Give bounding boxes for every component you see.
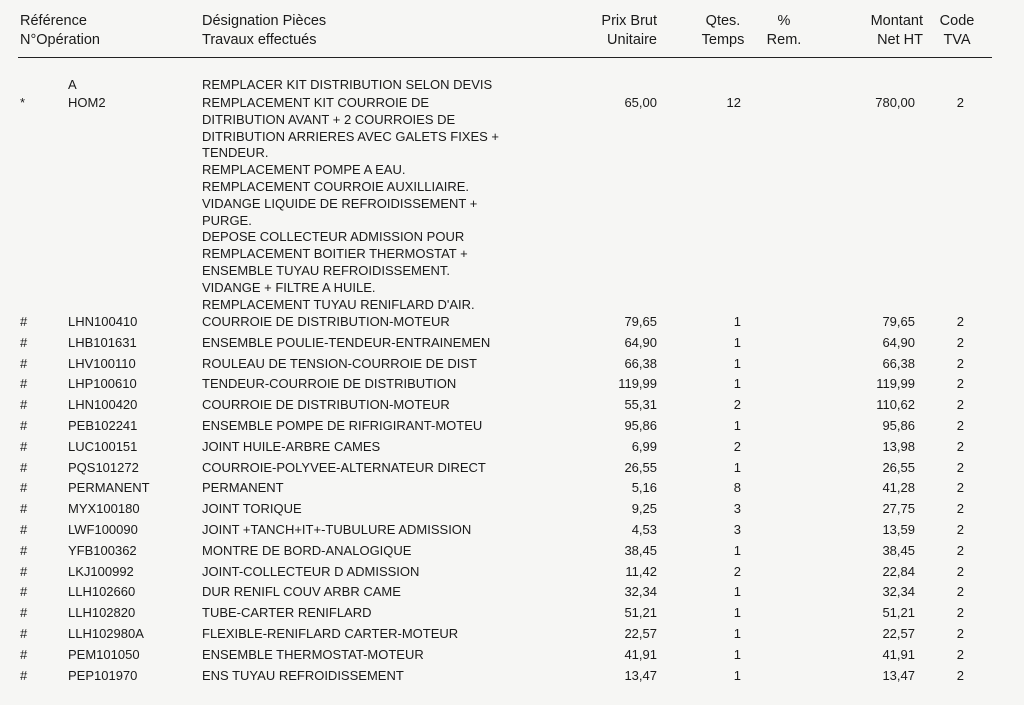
- part-designation: FLEXIBLE-RENIFLARD CARTER-MOTEUR: [202, 626, 459, 641]
- part-quantity: 1: [733, 314, 741, 329]
- part-tva: 2: [956, 459, 964, 475]
- part-designation: DUR RENIFL COUV ARBR CAME: [202, 584, 401, 600]
- part-quantity: 2: [733, 397, 741, 413]
- table-row: [0, 665, 1024, 686]
- part-montant: 26,55: [882, 459, 915, 475]
- part-designation: COURROIE DE DISTRIBUTION-MOTEUR: [202, 314, 450, 329]
- header-tva-line1: Code: [939, 13, 975, 29]
- part-reference: LHB101631: [68, 334, 137, 350]
- labour-prix: 65,00: [624, 95, 657, 110]
- part-quantity: 2: [733, 438, 741, 454]
- row-mark: #: [20, 522, 28, 537]
- row-mark: #: [20, 626, 28, 641]
- header-montant-line2: Net HT: [877, 32, 923, 48]
- part-quantity: 1: [733, 459, 741, 475]
- header-remise-line1: %: [777, 13, 791, 29]
- row-mark: #: [20, 459, 28, 475]
- table-row: [0, 519, 1024, 540]
- part-tva: 2: [956, 334, 964, 350]
- table-row: [0, 581, 1024, 602]
- header-tva-line2: TVA: [943, 32, 971, 48]
- part-reference: PEB102241: [68, 418, 138, 433]
- header-designation-line1: Désignation Pièces: [202, 13, 327, 29]
- section-reference: A: [68, 77, 77, 92]
- part-quantity: 1: [733, 605, 741, 621]
- part-prix: 4,53: [631, 522, 657, 537]
- labour-description-line: DEPOSE COLLECTEUR ADMISSION POUR: [202, 229, 465, 245]
- part-prix: 9,25: [631, 501, 657, 517]
- header-reference-line1: Référence: [20, 13, 87, 29]
- part-tva: 2: [956, 418, 964, 433]
- part-reference: LLH102980A: [68, 626, 144, 641]
- part-prix: 41,91: [624, 646, 657, 662]
- labour-description-line: DITRIBUTION AVANT + 2 COURROIES DE: [202, 111, 456, 127]
- part-montant: 41,28: [882, 480, 915, 496]
- part-prix: 6,99: [631, 438, 657, 454]
- labour-quantity: 12: [726, 95, 741, 110]
- part-prix: 55,31: [624, 397, 657, 413]
- labour-description-line: DITRIBUTION ARRIERES AVEC GALETS FIXES +: [202, 128, 500, 144]
- row-mark: #: [20, 584, 28, 600]
- labour-description-line: REMPLACEMENT KIT COURROIE DE: [202, 95, 430, 110]
- part-reference: PQS101272: [68, 459, 139, 475]
- part-reference: MYX100180: [68, 501, 140, 517]
- table-row: [0, 623, 1024, 644]
- part-tva: 2: [956, 480, 964, 496]
- part-designation: MONTRE DE BORD-ANALOGIQUE: [202, 542, 412, 558]
- part-quantity: 1: [733, 626, 741, 641]
- part-prix: 11,42: [625, 563, 657, 579]
- part-reference: PEP101970: [68, 667, 138, 683]
- row-mark: #: [20, 314, 28, 329]
- part-montant: 22,84: [882, 563, 915, 579]
- part-quantity: 1: [733, 355, 741, 371]
- part-montant: 41,91: [882, 646, 915, 662]
- part-montant: 13,47: [882, 667, 915, 683]
- part-quantity: 1: [733, 542, 741, 558]
- labour-description-line: REMPLACEMENT COURROIE AUXILLIAIRE.: [202, 179, 470, 194]
- part-quantity: 1: [733, 418, 741, 433]
- part-montant: 27,75: [882, 501, 915, 517]
- labour-description-line: ENSEMBLE TUYAU REFROIDISSEMENT.: [202, 263, 451, 278]
- part-tva: 2: [956, 522, 964, 537]
- part-quantity: 2: [733, 563, 741, 579]
- labour-description-line: TENDEUR.: [202, 145, 269, 161]
- part-prix: 5,16: [631, 480, 657, 496]
- labour-mark: *: [20, 95, 26, 110]
- header-prix-line2: Unitaire: [607, 32, 657, 48]
- labour-description-line: REMPLACEMENT TUYAU RENIFLARD D'AIR.: [202, 296, 475, 312]
- part-reference: LHN100420: [68, 397, 138, 413]
- part-montant: 38,45: [882, 542, 915, 558]
- labour-reference: HOM2: [68, 95, 106, 110]
- part-quantity: 1: [733, 646, 741, 662]
- part-designation: TUBE-CARTER RENIFLARD: [202, 605, 372, 621]
- part-montant: 95,86: [882, 418, 915, 433]
- table-row: [0, 394, 1024, 415]
- part-quantity: 1: [733, 376, 741, 392]
- table-row: [0, 332, 1024, 353]
- part-tva: 2: [956, 667, 964, 683]
- part-designation: ENSEMBLE POULIE-TENDEUR-ENTRAINEMEN: [202, 334, 491, 350]
- part-tva: 2: [956, 542, 964, 558]
- part-prix: 13,47: [624, 667, 657, 683]
- row-mark: #: [20, 418, 28, 433]
- part-prix: 119,99: [618, 376, 657, 392]
- header-montant: [871, 12, 923, 50]
- row-mark: #: [20, 542, 28, 558]
- part-reference: LLH102660: [68, 584, 136, 600]
- part-montant: 64,90: [882, 334, 915, 350]
- header-quantity: [697, 12, 749, 50]
- part-designation: ENSEMBLE POMPE DE RIFRIGIRANT-MOTEU: [202, 418, 483, 433]
- row-mark: #: [20, 438, 28, 454]
- part-tva: 2: [956, 584, 964, 600]
- part-designation: TENDEUR-COURROIE DE DISTRIBUTION: [202, 376, 457, 392]
- header-remise: [762, 12, 806, 50]
- part-reference: YFB100362: [68, 542, 137, 558]
- part-reference: LLH102820: [68, 605, 136, 621]
- header-montant-line1: Montant: [870, 13, 923, 29]
- part-designation: ROULEAU DE TENSION-COURROIE DE DIST: [202, 355, 477, 371]
- part-designation: COURROIE-POLYVEE-ALTERNATEUR DIRECT: [202, 459, 486, 475]
- table-row: [0, 436, 1024, 457]
- part-tva: 2: [956, 397, 964, 413]
- row-mark: #: [20, 397, 28, 413]
- part-montant: 13,98: [882, 438, 915, 454]
- part-tva: 2: [956, 626, 964, 641]
- labour-description-line: REMPLACEMENT POMPE A EAU.: [202, 162, 406, 178]
- part-designation: JOINT TORIQUE: [202, 501, 302, 517]
- part-reference: LKJ100992: [68, 563, 134, 579]
- row-mark: #: [20, 646, 28, 662]
- part-reference: LHN100410: [68, 314, 138, 329]
- part-designation: ENSEMBLE THERMOSTAT-MOTEUR: [202, 646, 424, 662]
- part-designation: PERMANENT: [202, 480, 284, 496]
- row-mark: #: [20, 667, 28, 683]
- part-tva: 2: [956, 501, 964, 517]
- table-row: [0, 540, 1024, 561]
- table-row: [0, 644, 1024, 665]
- part-tva: 2: [956, 563, 964, 579]
- part-montant: 22,57: [882, 626, 915, 641]
- part-prix: 22,57: [624, 626, 657, 641]
- labour-tva: 2: [956, 95, 964, 110]
- header-divider: [18, 57, 992, 58]
- part-montant: 110,62: [876, 397, 915, 413]
- row-mark: #: [20, 605, 28, 621]
- part-quantity: 3: [733, 501, 741, 517]
- part-tva: 2: [956, 438, 964, 454]
- part-tva: 2: [956, 355, 964, 371]
- part-tva: 2: [956, 605, 964, 621]
- labour-montant: 780,00: [875, 95, 915, 110]
- table-row: [0, 353, 1024, 374]
- part-tva: 2: [956, 646, 964, 662]
- header-prix-line1: Prix Brut: [601, 13, 657, 29]
- row-mark: #: [20, 501, 28, 517]
- table-row: [0, 561, 1024, 582]
- part-prix: 79,65: [624, 314, 657, 329]
- labour-description-line: VIDANGE LIQUIDE DE REFROIDISSEMENT +: [202, 195, 478, 211]
- part-quantity: 1: [733, 667, 741, 683]
- part-reference: LHP100610: [68, 376, 137, 392]
- header-designation: [202, 12, 326, 50]
- part-reference: PEM101050: [68, 646, 140, 662]
- table-row: [0, 602, 1024, 623]
- table-row: [0, 373, 1024, 394]
- part-quantity: 1: [733, 584, 741, 600]
- part-prix: 38,45: [624, 542, 657, 558]
- part-reference: LUC100151: [68, 438, 138, 454]
- table-row: [0, 477, 1024, 498]
- part-prix: 26,55: [624, 459, 657, 475]
- part-prix: 32,34: [624, 584, 657, 600]
- header-quantity-line2: Temps: [701, 32, 745, 48]
- header-prix: [601, 12, 657, 50]
- part-montant: 13,59: [882, 522, 915, 537]
- header-reference: [20, 12, 100, 50]
- section-title: REMPLACER KIT DISTRIBUTION SELON DEVIS: [202, 77, 493, 92]
- part-montant: 66,38: [882, 355, 915, 371]
- part-quantity: 1: [733, 334, 741, 350]
- part-montant: 32,34: [882, 584, 915, 600]
- row-mark: #: [20, 376, 28, 392]
- table-row: [0, 415, 1024, 436]
- part-prix: 95,86: [624, 418, 657, 433]
- row-mark: #: [20, 480, 28, 496]
- part-designation: JOINT-COLLECTEUR D ADMISSION: [202, 563, 420, 579]
- table-row: [0, 457, 1024, 478]
- part-montant: 51,21: [882, 605, 915, 621]
- part-designation: JOINT +TANCH+IT+-TUBULURE ADMISSION: [202, 522, 472, 537]
- part-designation: COURROIE DE DISTRIBUTION-MOTEUR: [202, 397, 450, 413]
- part-designation: ENS TUYAU REFROIDISSEMENT: [202, 667, 404, 683]
- part-designation: JOINT HUILE-ARBRE CAMES: [202, 438, 381, 454]
- part-reference: LWF100090: [68, 522, 138, 537]
- part-quantity: 8: [733, 480, 741, 496]
- part-reference: PERMANENT: [68, 480, 150, 496]
- row-mark: #: [20, 334, 28, 350]
- header-remise-line2: Rem.: [766, 32, 802, 48]
- labour-description-line: VIDANGE + FILTRE A HUILE.: [202, 279, 376, 295]
- table-row: [0, 311, 1024, 332]
- row-mark: #: [20, 563, 28, 579]
- part-montant: 79,65: [882, 314, 915, 329]
- part-reference: LHV100110: [68, 355, 136, 371]
- header-quantity-line1: Qtes.: [705, 13, 741, 29]
- part-prix: 64,90: [624, 334, 657, 350]
- part-prix: 51,21: [624, 605, 657, 621]
- header-designation-line2: Travaux effectués: [202, 32, 317, 48]
- labour-description-line: REMPLACEMENT BOITIER THERMOSTAT +: [202, 246, 468, 262]
- part-tva: 2: [956, 314, 964, 329]
- row-mark: #: [20, 355, 28, 371]
- part-quantity: 3: [733, 522, 741, 537]
- labour-description-line: PURGE.: [202, 212, 252, 228]
- part-tva: 2: [956, 376, 964, 392]
- header-reference-line2: N°Opération: [20, 32, 100, 48]
- header-tva: [936, 12, 978, 50]
- table-row: [0, 498, 1024, 519]
- part-montant: 119,99: [876, 376, 915, 392]
- part-prix: 66,38: [624, 355, 657, 371]
